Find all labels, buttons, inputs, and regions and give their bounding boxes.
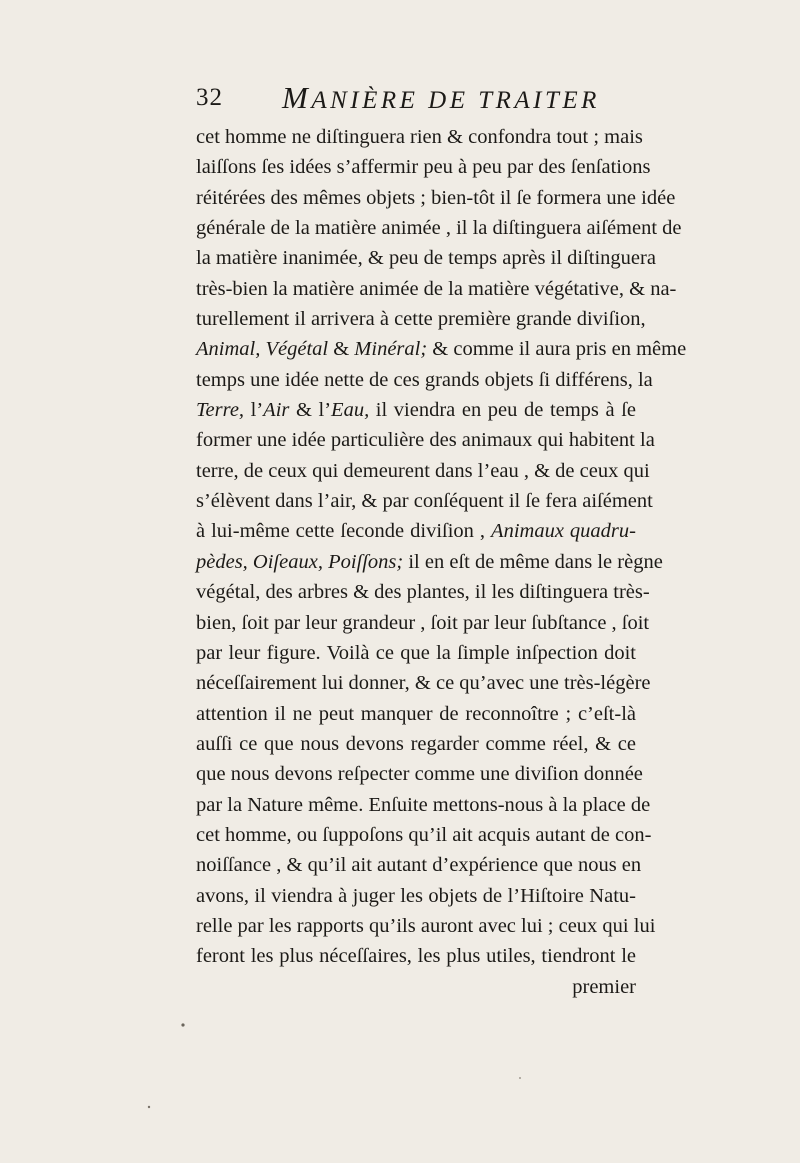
italic-text: Animal, Végétal (196, 338, 329, 361)
text-line (196, 911, 656, 941)
page-number: 32 (196, 84, 223, 111)
text-line (196, 638, 636, 668)
text-run: la matière inanimée, & peu de temps après il diſtinguera (196, 247, 656, 270)
text-run: réitérées des mêmes objets ; bien-tôt il ſe formera une idée (196, 186, 676, 209)
italic-text: Air (263, 399, 290, 422)
italic-text: Terre, (196, 399, 245, 422)
text-run: temps une idée nette de ces grands objets ſi différens, la (196, 368, 653, 391)
text-line (196, 820, 652, 850)
text-run: & (328, 338, 355, 361)
text-run: s’élèvent dans l’air, & par conſéquent il ſe fera aiſément (196, 490, 653, 513)
running-title (282, 80, 600, 119)
text-line (196, 183, 676, 213)
text-run: par la Nature même. Enſuite mettons-nous à la place de (196, 793, 651, 816)
text-line (196, 334, 687, 364)
paper-speck (181, 1023, 184, 1026)
paper-speck (148, 1106, 150, 1108)
paper-speck (519, 1077, 521, 1079)
italic-text: Eau, (331, 399, 370, 422)
text-line (196, 213, 682, 243)
text-line (196, 152, 651, 182)
text-run: bien, ſoit par leur grandeur , ſoit par leur ſubſtance , ſoit (196, 611, 650, 634)
text-run: avons, il viendra à juger les objets de l’Hiſtoire Natu- (196, 884, 636, 907)
text-run: auſſi ce que nous devons regarder comme réel, & ce (196, 732, 636, 755)
text-run: relle par les rapports qu’ils auront avec lui ; ceux qui lui (196, 914, 656, 937)
running-title-initial: M (282, 80, 312, 115)
text-line (196, 122, 643, 152)
text-line (196, 274, 677, 304)
text-run: & comme il aura pris en même (427, 338, 687, 361)
text-run: cet homme ne diſtinguera rien & confondra tout ; mais (196, 126, 643, 148)
text-line (196, 456, 650, 486)
text-line (196, 425, 655, 455)
text-run: premier (572, 975, 636, 998)
text-line (196, 608, 650, 638)
text-run: très-bien la matière animée de la matière végétative, & na- (196, 277, 677, 300)
text-run: par leur figure. Voilà ce que la ſimple inſpection doit (196, 641, 636, 664)
running-title-rest: ANIÈRE DE TRAITER (311, 87, 600, 114)
text-line (196, 668, 651, 698)
text-run: feront les plus néceſſaires, les plus utiles, tiendront le (196, 945, 636, 968)
text-run: former une idée particulière des animaux qui habitent la (196, 429, 655, 452)
text-run: terre, de ceux qui demeurent dans l’eau , & de ceux qui (196, 459, 650, 482)
text-run: & l’ (289, 399, 332, 422)
text-run: noiſſance , & qu’il ait autant d’expérience que nous en (196, 854, 642, 877)
text-run: il viendra en peu de temps à ſe (369, 399, 636, 422)
text-run: générale de la matière animée , il la diſtinguera aiſément de (196, 217, 682, 240)
text-line (196, 729, 636, 759)
text-run: végétal, des arbres & des plantes, il les diſtinguera très- (196, 581, 650, 604)
text-line (196, 881, 636, 911)
italic-text: Animaux quadru- (491, 520, 636, 543)
text-run: il en eſt de même dans le règne (403, 550, 663, 573)
text-run: que nous devons reſpecter comme une diviſion donnée (196, 763, 643, 786)
text-run: l’ (244, 399, 264, 422)
text-line (196, 941, 636, 971)
text-line (196, 243, 656, 273)
text-line (196, 304, 646, 334)
text-line (196, 365, 653, 395)
text-line (196, 759, 643, 789)
text-run: turellement il arrivera à cette première grande diviſion, (196, 308, 646, 331)
text-run: attention il ne peut manquer de reconnoître ; c’eſt-là (196, 702, 636, 725)
italic-text: Minéral; (354, 338, 428, 361)
text-line (196, 547, 663, 577)
text-line (196, 577, 650, 607)
text-run: néceſſairement lui donner, & ce qu’avec une très-légère (196, 672, 651, 695)
text-line (196, 486, 653, 516)
italic-text: pèdes, Oiſeaux, Poiſſons; (196, 550, 404, 573)
text-line (196, 972, 636, 1002)
text-line (196, 699, 636, 729)
body-text (196, 122, 687, 1002)
text-line (196, 516, 636, 546)
text-line (196, 790, 651, 820)
text-line (196, 395, 636, 425)
text-run: cet homme, ou ſuppoſons qu’il ait acquis autant de con- (196, 823, 652, 846)
text-line (196, 850, 642, 880)
page-header (196, 80, 636, 116)
text-run: à lui-même cette ſeconde diviſion , (196, 520, 492, 543)
text-run: laiſſons ſes idées s’affermir peu à peu par des ſenſations (196, 156, 651, 179)
